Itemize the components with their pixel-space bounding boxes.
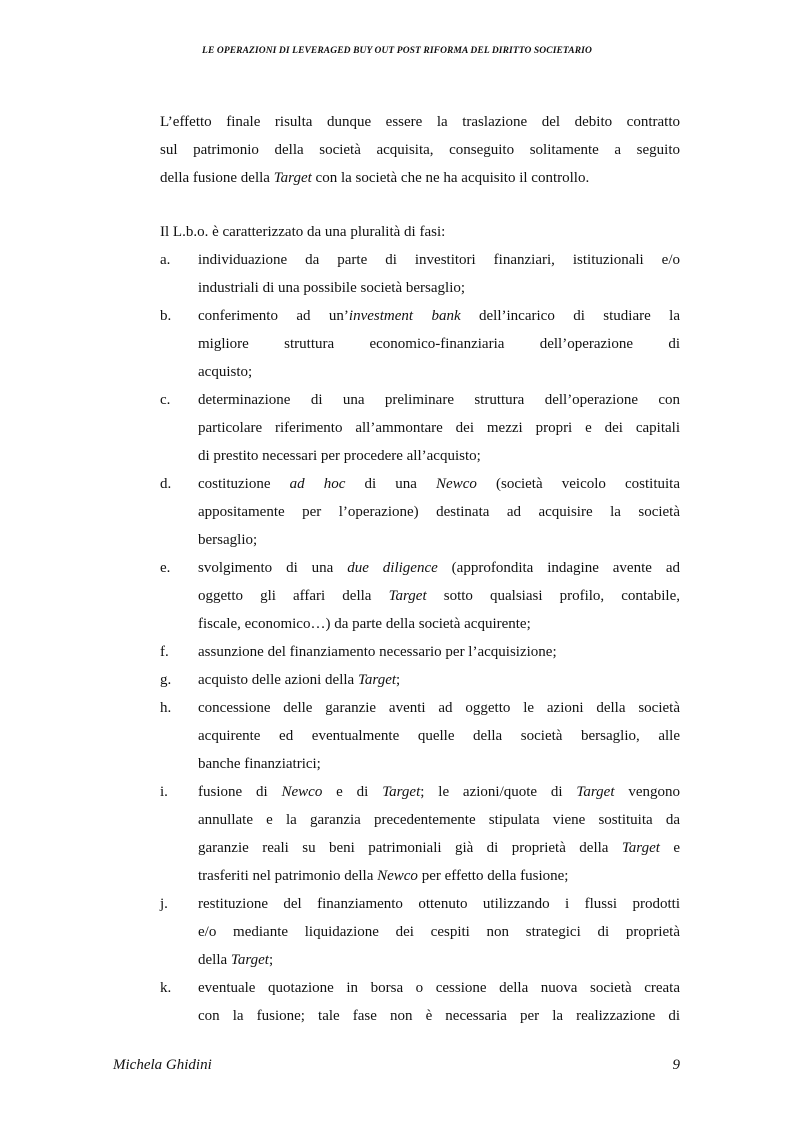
- list-item-line: acquisto;: [198, 364, 253, 380]
- list-intro: Il L.b.o. è caratterizzato da una pluralità di fasi:: [160, 224, 446, 240]
- list-item-line: particolare riferimento all’ammontare dei mezzi propri e dei capitali: [198, 420, 680, 436]
- list-item: [160, 778, 680, 890]
- list-item-line: fusione di Newco e di Target; le azioni/quote di Target vengono: [198, 784, 680, 800]
- list-item-marker: a.: [160, 252, 171, 268]
- list-item: [160, 246, 680, 302]
- list-item-line: acquirente ed eventualmente quelle della società bersaglio, alle: [198, 728, 680, 744]
- list-item-text: [198, 638, 680, 666]
- list-item-line: industriali di una possibile società bersaglio;: [198, 280, 466, 296]
- list-item-text: [198, 694, 680, 778]
- list-item-marker: d.: [160, 476, 172, 492]
- list-item: [160, 694, 680, 778]
- footer-author: Michela Ghidini: [113, 1057, 212, 1073]
- list-item-line: garanzie reali su beni patrimoniali già di proprietà della Target e: [198, 840, 680, 856]
- list-item-marker: g.: [160, 672, 172, 688]
- list-item-line: banche finanziatrici;: [198, 756, 321, 772]
- list-item-line: svolgimento di una due diligence (approfondita indagine avente ad: [198, 560, 680, 576]
- list-item-text: [198, 974, 680, 1030]
- list-item-line: oggetto gli affari della Target sotto qualsiasi profilo, contabile,: [198, 588, 680, 604]
- list-item-marker: h.: [160, 700, 172, 716]
- list-item-marker: f.: [160, 644, 169, 660]
- list-item-line: con la fusione; tale fase non è necessaria per la realizzazione di: [198, 1008, 680, 1024]
- list-item-line: assunzione del finanziamento necessario per l’acquisizione;: [198, 644, 557, 660]
- list-item-text: [198, 778, 680, 890]
- page-number: 9: [672, 1057, 680, 1073]
- list-item-line: fiscale, economico…) da parte della società acquirente;: [198, 616, 531, 632]
- list-item-line: restituzione del finanziamento ottenuto utilizzando i flussi prodotti: [198, 896, 680, 912]
- list-item: [160, 386, 680, 470]
- list-item-text: [198, 554, 680, 638]
- list-item-line: eventuale quotazione in borsa o cessione della nuova società creata: [198, 980, 680, 996]
- list-item: [160, 302, 680, 386]
- list-item-line: della Target;: [198, 952, 274, 968]
- list-item: [160, 470, 680, 554]
- list-item-line: conferimento ad un’investment bank dell’incarico di studiare la: [198, 308, 680, 324]
- paragraph-effetto-finale: [160, 108, 680, 192]
- list-item: [160, 554, 680, 638]
- list-item-marker: b.: [160, 308, 172, 324]
- list-item-marker: j.: [160, 896, 168, 912]
- list-item-text: [198, 386, 680, 470]
- list-item-marker: c.: [160, 392, 171, 408]
- list-item-text: [198, 666, 680, 694]
- list-item-line: individuazione da parte di investitori finanziari, istituzionali e/o: [198, 252, 680, 268]
- list-item-line: determinazione di una preliminare struttura dell’operazione con: [198, 392, 680, 408]
- list-item-line: acquisto delle azioni della Target;: [198, 672, 401, 688]
- list-item-marker: i.: [160, 784, 168, 800]
- list-item-text: [198, 890, 680, 974]
- list-item-line: concessione delle garanzie aventi ad oggetto le azioni della società: [198, 700, 680, 716]
- phases-list: [160, 246, 680, 1030]
- list-item-line: bersaglio;: [198, 532, 258, 548]
- list-item-marker: k.: [160, 980, 172, 996]
- paragraph-line: sul patrimonio della società acquisita, conseguito solitamente a seguito: [160, 142, 680, 158]
- paragraph-line: L’effetto finale risulta dunque essere la traslazione del debito contratto: [160, 114, 680, 130]
- list-item-marker: e.: [160, 560, 171, 576]
- running-header: LE OPERAZIONI DI LEVERAGED BUY OUT POST RIFORMA DEL DIRITTO SOCIETARIO: [202, 46, 592, 56]
- list-item: [160, 974, 680, 1030]
- list-item: [160, 638, 680, 666]
- list-item-line: annullate e la garanzia precedentemente stipulata viene sostituita da: [198, 812, 680, 828]
- list-item-line: trasferiti nel patrimonio della Newco per effetto della fusione;: [198, 868, 569, 884]
- page-body: [160, 108, 680, 1030]
- paragraph-line: della fusione della Target con la società che ne ha acquisito il controllo.: [160, 170, 590, 186]
- list-item-text: [198, 302, 680, 386]
- list-item-text: [198, 246, 680, 302]
- list-item-line: e/o mediante liquidazione dei cespiti non strategici di proprietà: [198, 924, 680, 940]
- list-item-line: appositamente per l’operazione) destinata ad acquisire la società: [198, 504, 680, 520]
- list-item-line: costituzione ad hoc di una Newco (società veicolo costituita: [198, 476, 680, 492]
- list-item: [160, 890, 680, 974]
- list-item-line: migliore struttura economico-finanziaria dell’operazione di: [198, 336, 680, 352]
- list-item-text: [198, 470, 680, 554]
- list-item-line: di prestito necessari per procedere all’acquisto;: [198, 448, 481, 464]
- list-item: [160, 666, 680, 694]
